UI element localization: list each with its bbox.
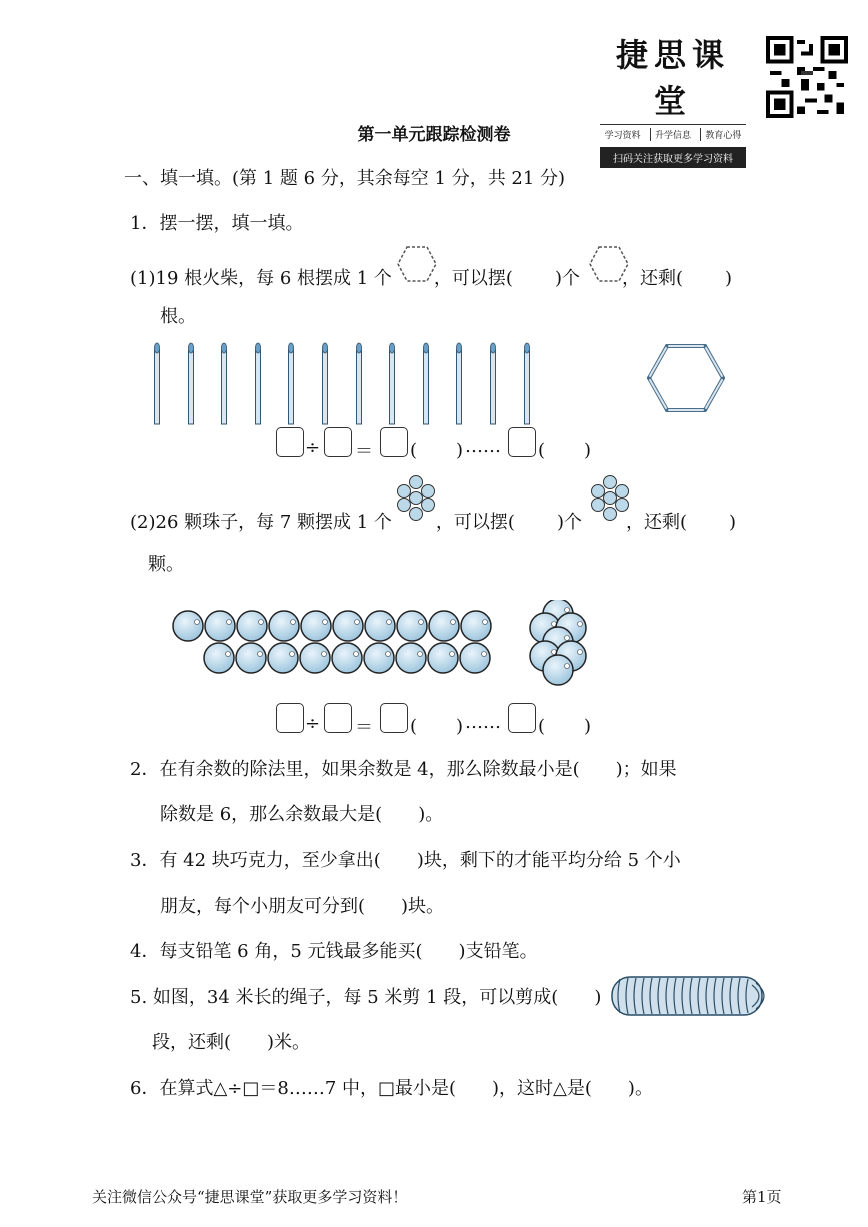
page-number: 第1页 bbox=[742, 1188, 782, 1206]
section-heading: 一、填一填。(第 1 题 6 分，其余每空 1 分，共 21 分) bbox=[124, 168, 566, 189]
text-fragment: ) bbox=[729, 512, 737, 533]
match-stick bbox=[253, 342, 263, 426]
bead-highlight bbox=[290, 652, 295, 657]
question-3-line1: 3．有 42 块巧克力，至少拿出( )块，剩下的才能平均分给 5 个小 bbox=[130, 850, 681, 871]
match-stick bbox=[186, 342, 196, 426]
question-5-line1: 5. 如图，34 米长的绳子，每 5 米剪 1 段，可以剪成( ) bbox=[130, 987, 602, 1008]
beads-illustration bbox=[168, 600, 608, 690]
answer-box[interactable] bbox=[380, 427, 408, 457]
bead bbox=[429, 611, 459, 641]
bead bbox=[173, 611, 203, 641]
text-fragment: ，可以摆( bbox=[435, 512, 515, 533]
bead bbox=[461, 611, 491, 641]
match-stick bbox=[387, 342, 397, 426]
match-stick bbox=[354, 342, 364, 426]
bead-highlight bbox=[450, 652, 455, 657]
text-fragment: ) bbox=[725, 268, 733, 289]
text-fragment: (1)19 根火柴，每 6 根摆成 1 个 bbox=[130, 268, 392, 289]
bead bbox=[364, 643, 394, 673]
q1-part2-unit: 颗。 bbox=[148, 554, 184, 575]
text-fragment: ，还剩( bbox=[625, 512, 688, 533]
page-title: 第一单元跟踪检测卷 bbox=[357, 125, 511, 145]
divide-sign: ÷ bbox=[305, 437, 321, 458]
paren-close: ) bbox=[456, 716, 464, 737]
brand-bar: 扫码关注获取更多学习资料 bbox=[600, 147, 746, 168]
bead bbox=[460, 643, 490, 673]
bead-highlight bbox=[419, 620, 424, 625]
bead bbox=[365, 611, 395, 641]
bead bbox=[237, 611, 267, 641]
paren-close: ) bbox=[456, 440, 464, 461]
brand-tag: 学习资料 bbox=[604, 131, 641, 141]
bead-flower-icon bbox=[394, 474, 438, 522]
match-stick bbox=[522, 342, 532, 426]
equals-sign: ＝ bbox=[355, 441, 373, 462]
remainder-dots: …… bbox=[465, 436, 501, 457]
answer-box[interactable] bbox=[276, 427, 304, 457]
text-fragment: (2)26 颗珠子，每 7 颗摆成 1 个 bbox=[130, 512, 392, 533]
bead bbox=[236, 643, 266, 673]
text-fragment: )个 bbox=[554, 268, 580, 289]
match-stick bbox=[454, 342, 464, 426]
answer-box[interactable] bbox=[508, 427, 536, 457]
paren-close: ) bbox=[584, 716, 592, 737]
bead-highlight bbox=[258, 652, 263, 657]
hexagon-icon bbox=[396, 244, 438, 284]
rope-coil-icon bbox=[606, 973, 770, 1019]
bead bbox=[268, 643, 298, 673]
bead-highlight bbox=[195, 620, 200, 625]
brand-block bbox=[600, 30, 746, 168]
bead bbox=[332, 643, 362, 673]
bead-highlight bbox=[323, 620, 328, 625]
text-fragment: ，还剩( bbox=[621, 268, 684, 289]
bead-highlight bbox=[483, 620, 488, 625]
match-stick bbox=[152, 342, 162, 426]
paren-open: ( bbox=[410, 440, 418, 461]
bead-highlight bbox=[565, 664, 570, 669]
divide-sign: ÷ bbox=[305, 713, 321, 734]
question-5-line2: 段，还剩( )米。 bbox=[152, 1032, 311, 1053]
bead bbox=[205, 611, 235, 641]
bead-highlight bbox=[386, 652, 391, 657]
remainder-dots: …… bbox=[465, 712, 501, 733]
match-stick bbox=[219, 342, 229, 426]
q1-part1-unit: 根。 bbox=[160, 306, 196, 327]
question-3-line2: 朋友，每个小朋友可分到( )块。 bbox=[160, 896, 445, 917]
bead bbox=[396, 643, 426, 673]
bead bbox=[428, 643, 458, 673]
paren-open: ( bbox=[538, 440, 546, 461]
paren-close: ) bbox=[584, 440, 592, 461]
bead-highlight bbox=[565, 636, 570, 641]
match-stick bbox=[320, 342, 330, 426]
match-stick bbox=[488, 342, 498, 426]
bead bbox=[333, 611, 363, 641]
bead-highlight bbox=[482, 652, 487, 657]
answer-box[interactable] bbox=[508, 703, 536, 733]
bead bbox=[300, 643, 330, 673]
question-1-heading: 1．摆一摆，填一填。 bbox=[130, 213, 304, 234]
equals-sign: ＝ bbox=[355, 717, 373, 738]
question-6-line1: 6．在算式△÷□＝8……7 中，□最小是( )，这时△是( )。 bbox=[130, 1078, 653, 1099]
bead-highlight bbox=[578, 622, 583, 627]
bead-highlight bbox=[451, 620, 456, 625]
paren-open: ( bbox=[538, 716, 546, 737]
question-2-line1: 2．在有余数的除法里，如果余数是 4，那么除数最小是( )；如果 bbox=[130, 759, 677, 780]
footer-note: 关注微信公众号“捷思课堂”获取更多学习资料！ bbox=[92, 1188, 408, 1206]
bead-highlight bbox=[565, 608, 570, 613]
match-stick bbox=[286, 342, 296, 426]
brand-tag: 教育心得 bbox=[700, 128, 741, 141]
brand-name: 捷思课堂 bbox=[615, 36, 730, 120]
bead bbox=[269, 611, 299, 641]
match-hexagon-icon bbox=[645, 342, 727, 414]
bead bbox=[397, 611, 427, 641]
match-stick bbox=[421, 342, 431, 426]
bead-highlight bbox=[387, 620, 392, 625]
answer-box[interactable] bbox=[380, 703, 408, 733]
answer-box[interactable] bbox=[324, 427, 352, 457]
qr-code-icon[interactable] bbox=[766, 36, 848, 118]
question-4-line1: 4．每支铅笔 6 角，5 元钱最多能买( )支铅笔。 bbox=[130, 941, 538, 962]
bead-highlight bbox=[355, 620, 360, 625]
bead bbox=[543, 655, 573, 685]
bead-highlight bbox=[578, 650, 583, 655]
brand-tag: 升学信息 bbox=[650, 128, 691, 141]
bead-highlight bbox=[354, 652, 359, 657]
bead bbox=[301, 611, 331, 641]
bead-highlight bbox=[291, 620, 296, 625]
answer-box[interactable] bbox=[276, 703, 304, 733]
hexagon-icon bbox=[588, 244, 630, 284]
bead bbox=[204, 643, 234, 673]
question-2-line2: 除数是 6，那么余数最大是( )。 bbox=[160, 804, 444, 825]
bead-flower-icon bbox=[588, 474, 632, 522]
bead-highlight bbox=[322, 652, 327, 657]
text-fragment: ，可以摆( bbox=[433, 268, 513, 289]
answer-box[interactable] bbox=[324, 703, 352, 733]
bead-highlight bbox=[226, 652, 231, 657]
text-fragment: )个 bbox=[556, 512, 582, 533]
paren-open: ( bbox=[410, 716, 418, 737]
bead-highlight bbox=[227, 620, 232, 625]
bead-highlight bbox=[259, 620, 264, 625]
bead-highlight bbox=[418, 652, 423, 657]
